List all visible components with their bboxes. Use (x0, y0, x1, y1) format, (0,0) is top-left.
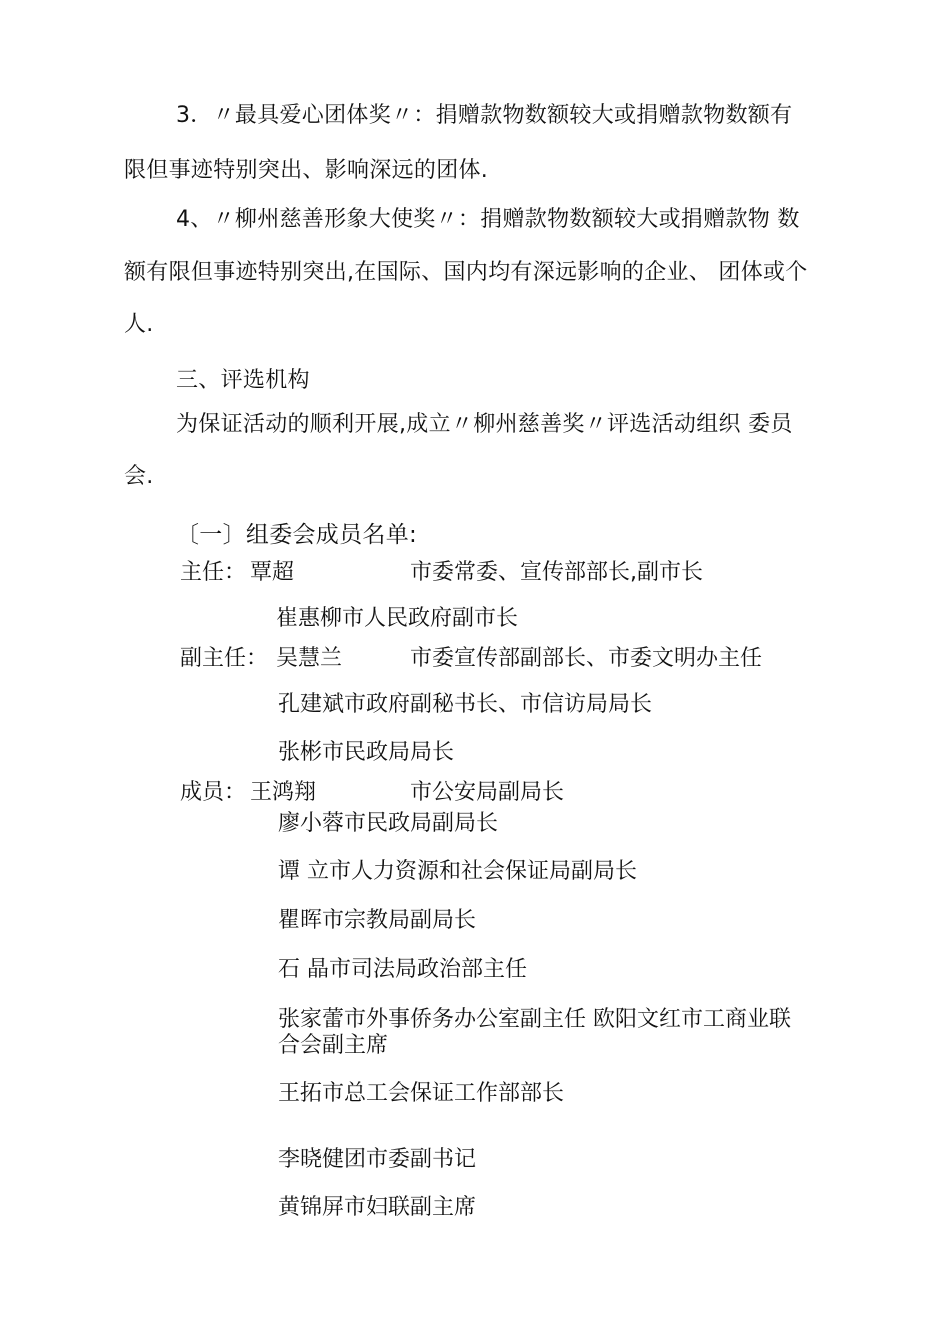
member-item: 瞿晖市宗教局副局长 (278, 908, 477, 933)
member-item: 李晓健团市委副书记 (278, 1147, 477, 1172)
member-item: 张家蕾市外事侨务办公室副主任 欧阳文红市工商业联 (278, 1007, 791, 1032)
award-3-line-2: 限但事迹特别突出、影响深远的团体. (124, 158, 489, 183)
deputy-3: 张彬市民政局局长 (278, 740, 455, 765)
section-3-para-line-2: 会. (124, 464, 154, 489)
deputy-2: 孔建斌市政府副秘书长、市信访局局长 (278, 692, 653, 717)
award-3-line-1: 3．〃最具爱心团体奖〃：捐赠款物数额较大或捐赠款物数额有 (176, 103, 793, 128)
member-item: 廖小蓉市民政局副局长 (278, 811, 499, 836)
section-3-para-line-1: 为保证活动的顺利开展,成立〃柳州慈善奖〃评选活动组织 委员 (176, 412, 793, 437)
member-item: 黄锦屏市妇联副主席 (278, 1195, 477, 1220)
member-title: 市公安局副局长 (410, 780, 565, 805)
director-label: 主任： (180, 560, 247, 585)
member-item: 石 晶市司法局政治部主任 (278, 957, 527, 982)
director-title: 市委常委、宣传部部长,副市长 (410, 560, 703, 585)
deputy-name: 吴慧兰 (276, 646, 343, 671)
director-name: 覃超 (250, 560, 295, 585)
member-item: 王拓市总工会保证工作部部长 (278, 1081, 565, 1106)
section-3-heading: 三、评选机构 (176, 368, 310, 393)
award-4-line-3: 人. (124, 312, 154, 337)
deputy-label: 副主任： (180, 646, 269, 671)
deputy-title: 市委宣传部副部长、市委文明办主任 (410, 646, 763, 671)
member-item: 合会副主席 (278, 1033, 389, 1058)
director-2: 崔惠柳市人民政府副市长 (276, 606, 519, 631)
member-name: 王鸿翔 (250, 780, 317, 805)
award-4-line-1: 4、〃柳州慈善形象大使奖〃：捐赠款物数额较大或捐赠款物 数 (176, 207, 800, 232)
committee-heading: 〔一〕组委会成员名单: (176, 522, 418, 548)
member-label: 成员： (180, 780, 247, 805)
member-item: 谭 立市人力资源和社会保证局副局长 (278, 859, 637, 884)
award-4-line-2: 额有限但事迹特别突出,在国际、国内均有深远影响的企业、 团体或个 (124, 260, 808, 285)
